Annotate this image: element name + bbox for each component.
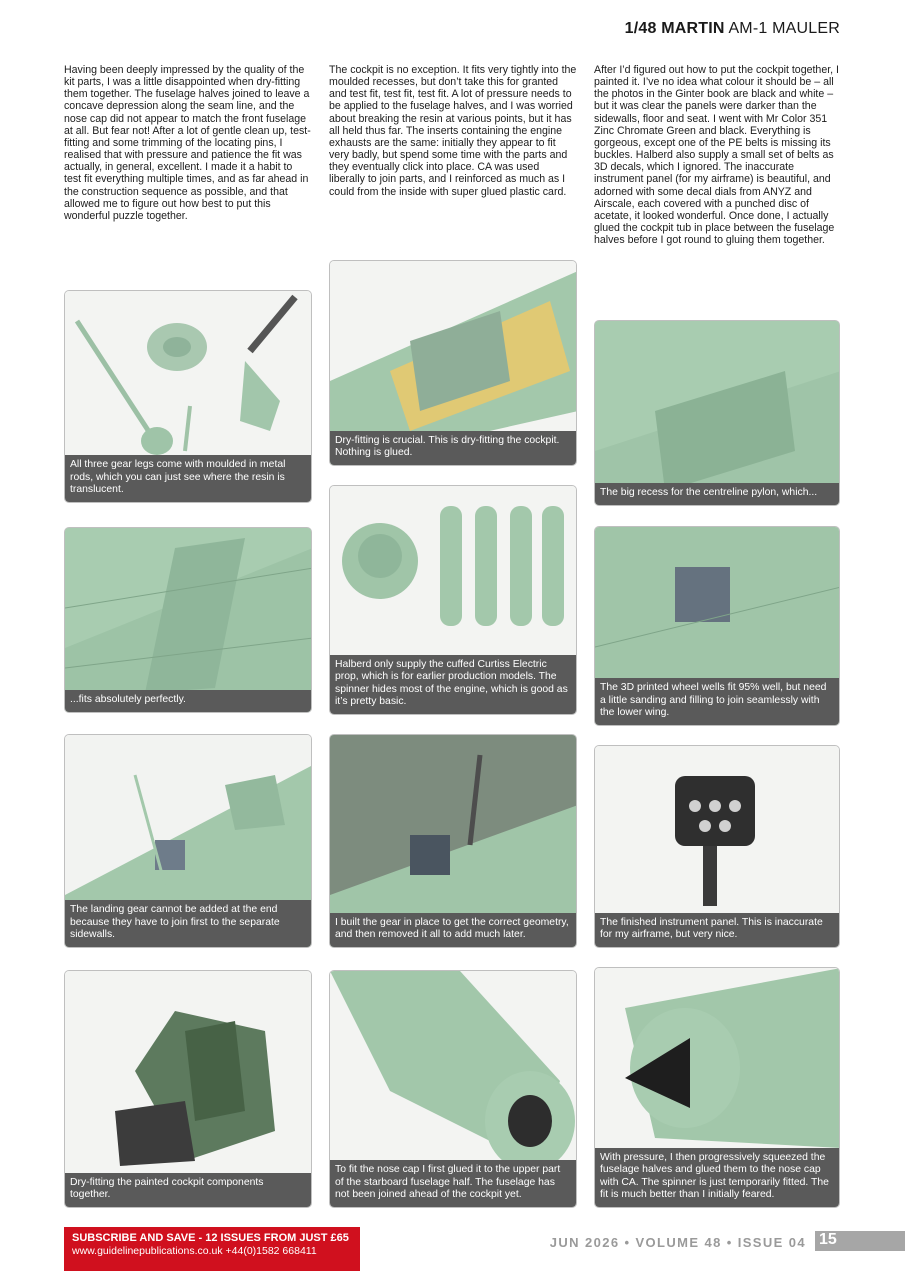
photo-dry-fit-cockpit bbox=[329, 260, 577, 466]
body-paragraph: The cockpit is no exception. It fits very tightly into the moulded recesses, but don’t take this for granted and test fit, test fit, test fit. A lot of pressure needs to be applied to the fuselage halves, and I was worried about breaking the resin at various points, but it has all held thus far. The inserts containing the engine exhausts are the same: initially they appear to fit very badly, but spend some time with the parts and they eventually click into place. CA was used liberally to join parts, and I reinforced as much as I could from the inside with super glued plastic card. bbox=[329, 64, 577, 198]
caption-pylon-recess: The big recess for the centreline pylon, which... bbox=[595, 483, 839, 505]
photo-instrument-panel bbox=[594, 745, 840, 948]
wing-pylon-fit-image bbox=[65, 528, 312, 713]
body-column-3 bbox=[594, 64, 842, 246]
page-number: 15 bbox=[819, 1231, 837, 1248]
article-header bbox=[625, 20, 840, 38]
caption-painted-cockpit: Dry-fitting the painted cockpit components together. bbox=[65, 1173, 311, 1207]
issue-info: JUN 2026 • VOLUME 48 • ISSUE 04 bbox=[549, 1235, 806, 1250]
photo-nose-cap bbox=[329, 970, 577, 1208]
photo-fits-perfectly bbox=[64, 527, 312, 713]
photo-pylon-recess bbox=[594, 320, 840, 506]
caption-nose-cap: To fit the nose cap I first glued it to the upper part of the starboard fuselage half. The fuselage has not been joined ahead of the cockpit yet. bbox=[330, 1160, 576, 1207]
caption-wheel-wells: The 3D printed wheel wells fit 95% well, but need a little sanding and filling to join seamlessly with the lower wing. bbox=[595, 678, 839, 725]
photo-squeezed bbox=[594, 967, 840, 1208]
pylon-recess-image bbox=[595, 321, 840, 506]
body-paragraph: After I’d figured out how to put the cockpit together, I painted it. I’ve no idea what colour it should be – all the photos in the Ginter book are black and white – but it was clear the panels were darker than the sidewalls, floor and seat. I went with Mr Color 351 Zinc Chromate Green and black. Everything is gorgeous, except one of the PE belts is missing its buckles. Halberd also supply a small set of belts as 3D decals, which I ignored. The inaccurate instrument panel (for my airframe) is beautiful, and adorned with some decal dials from ANYZ and Airscale, each covered with a punched disc of acetate, it looked wonderful. Once done, I actually glued the cockpit tub in place between the fuselage halves before I got round to gluing them together. bbox=[594, 64, 839, 247]
photo-gear-in-place bbox=[329, 734, 577, 948]
subscribe-offer: SUBSCRIBE AND SAVE - 12 ISSUES FROM JUST £65 bbox=[72, 1232, 349, 1244]
subscribe-banner[interactable] bbox=[64, 1227, 360, 1271]
photo-wheel-wells bbox=[594, 526, 840, 726]
body-paragraph: Having been deeply impressed by the quality of the kit parts, I was a little disappointed when dry-fitting them together. The fuselage halves joined to leave a concave depression along the seam line, and the nose cap did not appear to match the front fuselage at all. But fear not! After a lot of gentle clean up, test-fitting and some trimming of the locating pins, I realised that with pressure and patience the fit was actually, in general, excellent. I made it a habit to test fit everything multiple times, and as far ahead in the construction sequence as possible, and that allowed me to figure out how best to put this wonderful puzzle together. bbox=[64, 64, 311, 222]
caption-gear-in-place: I built the gear in place to get the correct geometry, and then removed it all to add much later. bbox=[330, 913, 576, 947]
caption-gear-legs: All three gear legs come with moulded in metal rods, which you can just see where the resin is translucent. bbox=[65, 455, 311, 502]
header-bold: 1/48 MARTIN bbox=[624, 20, 725, 37]
body-column-2 bbox=[329, 64, 577, 198]
photo-prop bbox=[329, 485, 577, 715]
photo-painted-cockpit bbox=[64, 970, 312, 1208]
page-number-box bbox=[815, 1231, 905, 1251]
photo-gear-legs bbox=[64, 290, 312, 503]
caption-landing-gear: The landing gear cannot be added at the end because they have to join first to the separate sidewalls. bbox=[65, 900, 311, 947]
caption-fits-perfectly: ...fits absolutely perfectly. bbox=[65, 690, 311, 712]
photo-landing-gear bbox=[64, 734, 312, 948]
caption-squeezed: With pressure, I then progressively squeezed the fuselage halves and glued them to the nose cap with CA. The spinner is just temporarily fitted. The fit is much better than I initially feared. bbox=[595, 1148, 839, 1207]
subscribe-contact[interactable]: www.guidelinepublications.co.uk +44(0)1582 668411 bbox=[72, 1245, 317, 1257]
body-column-1 bbox=[64, 64, 312, 222]
caption-prop: Halberd only supply the cuffed Curtiss Electric prop, which is for earlier production models. The spinner hides most of the engine, which is good as it’s pretty basic. bbox=[330, 655, 576, 714]
caption-dry-fit-cockpit: Dry-fitting is crucial. This is dry-fitting the cockpit. Nothing is glued. bbox=[330, 431, 576, 465]
header-model: AM-1 MAULER bbox=[728, 20, 840, 37]
caption-instrument-panel: The finished instrument panel. This is inaccurate for my airframe, but very nice. bbox=[595, 913, 839, 947]
